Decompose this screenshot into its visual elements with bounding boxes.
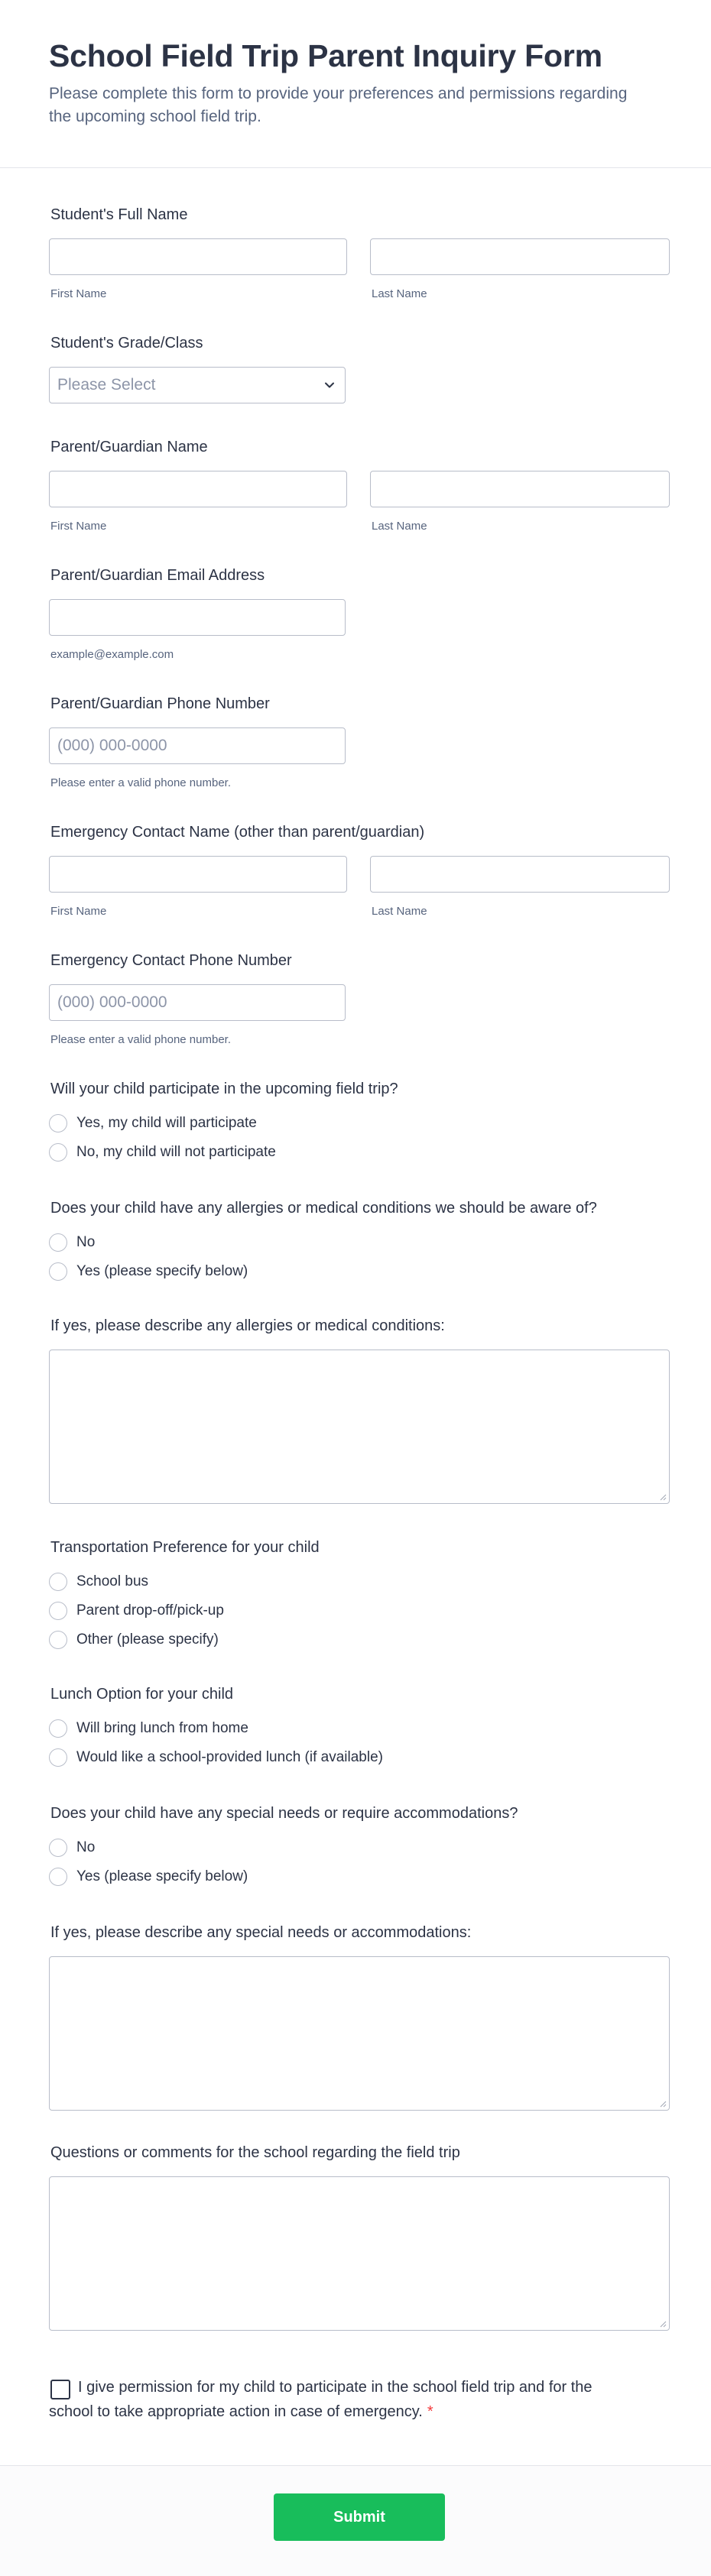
parent-name-label: Parent/Guardian Name — [50, 439, 208, 455]
radio-label: No — [76, 1234, 96, 1250]
radio-button[interactable] — [49, 1143, 67, 1162]
radio-label: Yes (please specify below) — [76, 1868, 248, 1884]
parent-email-label: Parent/Guardian Email Address — [50, 567, 265, 584]
resize-grip-icon[interactable] — [659, 1493, 667, 1501]
resize-grip-icon[interactable] — [659, 2320, 667, 2328]
grade-select[interactable] — [49, 367, 346, 403]
radio-button[interactable] — [49, 1839, 67, 1857]
lunch-option-home[interactable] — [49, 1718, 248, 1739]
emergency-last-name-input[interactable] — [370, 856, 670, 893]
required-mark: * — [427, 2403, 433, 2420]
emergency-phone-label: Emergency Contact Phone Number — [50, 952, 292, 969]
radio-label: Yes, my child will participate — [76, 1115, 257, 1131]
transport-option-other[interactable] — [49, 1629, 219, 1651]
special-needs-option-no[interactable] — [49, 1837, 95, 1858]
chevron-down-icon — [323, 379, 336, 391]
radio-button[interactable] — [49, 1114, 67, 1132]
parent-phone-input[interactable]: (000) 000-0000 — [49, 727, 346, 764]
allergies-label: Does your child have any allergies or medical conditions we should be aware of? — [50, 1200, 597, 1217]
radio-label: Parent drop-off/pick-up — [76, 1602, 224, 1619]
emergency-first-name-sublabel: First Name — [50, 905, 107, 918]
emergency-phone-input[interactable]: (000) 000-0000 — [49, 984, 346, 1021]
parent-last-name-input[interactable] — [370, 471, 670, 507]
radio-label: No — [76, 1839, 96, 1855]
radio-label: Other (please specify) — [76, 1631, 219, 1648]
transport-option-bus[interactable] — [49, 1571, 148, 1593]
student-last-name-sublabel: Last Name — [372, 287, 427, 300]
grade-select-value: Please Select — [57, 376, 156, 394]
transport-label: Transportation Preference for your child — [50, 1539, 320, 1556]
radio-label: No, my child will not participate — [76, 1144, 276, 1160]
emergency-phone-sublabel: Please enter a valid phone number. — [50, 1033, 231, 1046]
student-first-name-sublabel: First Name — [50, 287, 107, 300]
radio-label: Will bring lunch from home — [76, 1720, 248, 1736]
allergies-detail-label: If yes, please describe any allergies or medical conditions: — [50, 1317, 445, 1334]
transport-option-parent[interactable] — [49, 1600, 224, 1622]
radio-button[interactable] — [49, 1262, 67, 1281]
emergency-first-name-input[interactable] — [49, 856, 347, 893]
student-last-name-input[interactable] — [370, 238, 670, 275]
lunch-label: Lunch Option for your child — [50, 1686, 234, 1703]
header-divider — [0, 167, 711, 168]
parent-phone-label: Parent/Guardian Phone Number — [50, 695, 270, 712]
page-subtitle: Please complete this form to provide your preferences and permissions regarding the upcoming school field trip. — [49, 85, 628, 125]
participate-label: Will your child participate in the upcoming field trip? — [50, 1081, 398, 1097]
emergency-name-label: Emergency Contact Name (other than parent/guardian) — [50, 824, 425, 841]
radio-button[interactable] — [49, 1631, 67, 1649]
radio-label: Yes (please specify below) — [76, 1263, 248, 1279]
radio-label: Would like a school-provided lunch (if available) — [76, 1749, 383, 1765]
lunch-option-school[interactable] — [49, 1747, 383, 1768]
submit-button[interactable]: Submit — [274, 2493, 445, 2541]
allergies-detail-textarea[interactable] — [49, 1350, 670, 1504]
radio-button[interactable] — [49, 1573, 67, 1591]
consent-label: I give permission for my child to participate in the school field trip and for the school to take appropriate action in case of emergency. — [49, 2379, 592, 2420]
allergies-option-yes[interactable] — [49, 1261, 248, 1282]
parent-last-name-sublabel: Last Name — [372, 520, 427, 533]
participate-option-no[interactable] — [49, 1142, 276, 1163]
radio-button[interactable] — [49, 1868, 67, 1886]
consent-text — [49, 2375, 599, 2424]
page-title: School Field Trip Parent Inquiry Form — [49, 38, 602, 73]
radio-button[interactable] — [49, 1719, 67, 1738]
special-needs-option-yes[interactable] — [49, 1866, 248, 1887]
special-needs-detail-label: If yes, please describe any special needs or accommodations: — [50, 1924, 472, 1941]
participate-option-yes[interactable] — [49, 1113, 257, 1134]
radio-button[interactable] — [49, 1748, 67, 1767]
special-needs-label: Does your child have any special needs or require accommodations? — [50, 1805, 518, 1822]
allergies-option-no[interactable] — [49, 1232, 95, 1253]
parent-email-sublabel: example@example.com — [50, 648, 174, 661]
parent-first-name-input[interactable] — [49, 471, 347, 507]
parent-phone-sublabel: Please enter a valid phone number. — [50, 776, 231, 789]
comments-textarea[interactable] — [49, 2176, 670, 2331]
radio-button[interactable] — [49, 1602, 67, 1620]
special-needs-detail-textarea[interactable] — [49, 1956, 670, 2111]
student-first-name-input[interactable] — [49, 238, 347, 275]
grade-label: Student's Grade/Class — [50, 335, 203, 352]
parent-email-input[interactable] — [49, 599, 346, 636]
resize-grip-icon[interactable] — [659, 2100, 667, 2108]
radio-button[interactable] — [49, 1233, 67, 1252]
radio-label: School bus — [76, 1573, 149, 1589]
student-name-label: Student's Full Name — [50, 206, 188, 223]
comments-label: Questions or comments for the school regarding the field trip — [50, 2144, 460, 2161]
parent-first-name-sublabel: First Name — [50, 520, 107, 533]
emergency-last-name-sublabel: Last Name — [372, 905, 427, 918]
